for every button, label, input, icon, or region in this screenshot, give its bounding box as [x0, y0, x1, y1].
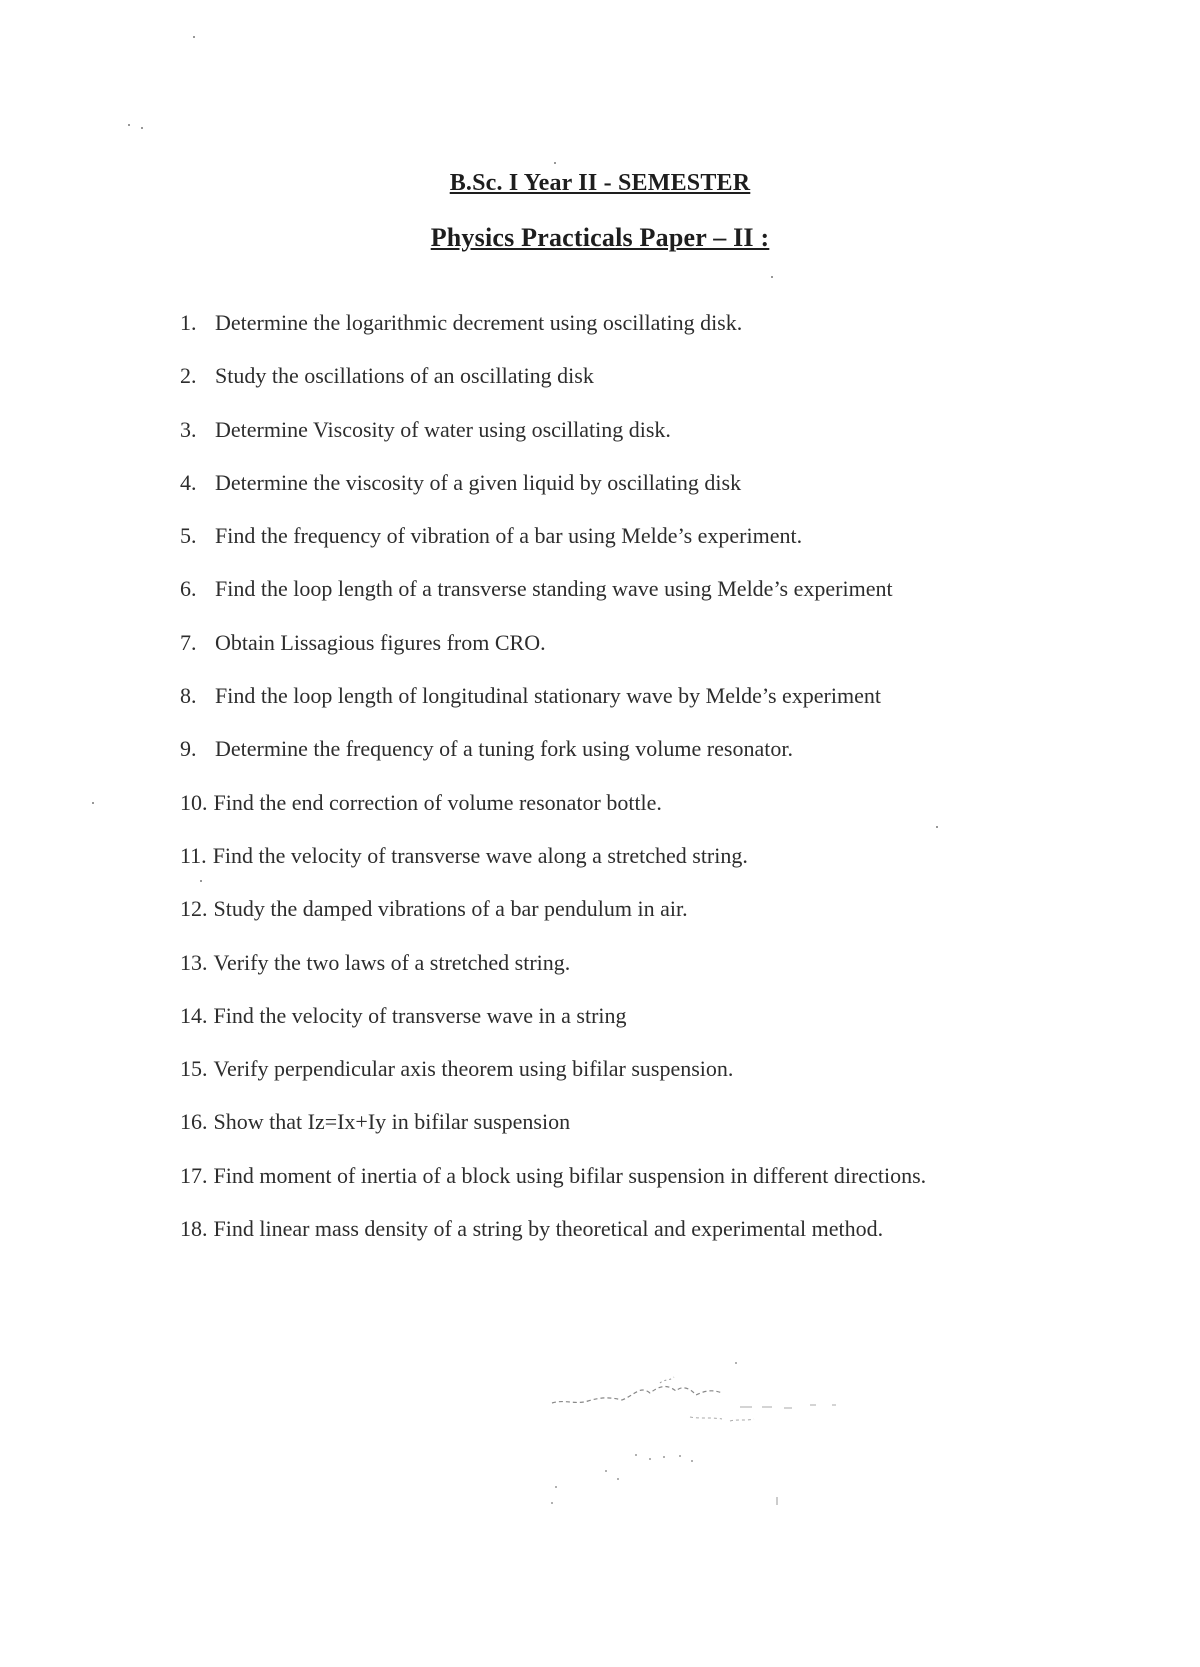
scan-speck [936, 826, 938, 828]
document-heading-paper: Physics Practicals Paper – II : [430, 223, 770, 252]
list-item [180, 788, 1180, 841]
item-number: 9. [180, 736, 197, 762]
item-number: 6. [180, 576, 197, 602]
item-text: Study the oscillations of an oscillating disk [215, 363, 594, 389]
item-number: 7. [180, 629, 197, 655]
item-number: 4. [180, 469, 197, 495]
item-text: Determine the frequency of a tuning fork using volume resonator. [215, 736, 793, 762]
list-item [180, 1054, 1180, 1107]
item-number: 11. [180, 842, 207, 868]
list-item [180, 361, 1180, 414]
list-item [180, 521, 1180, 574]
item-number: 13. [180, 949, 208, 975]
item-text: Find the loop length of longitudinal stationary wave by Melde’s experiment [215, 683, 881, 709]
item-text: Study the damped vibrations of a bar pendulum in air. [213, 896, 688, 922]
item-number: 17. [180, 1162, 208, 1188]
item-text: Determine the logarithmic decrement using oscillating disk. [215, 310, 743, 335]
list-item [180, 894, 1180, 947]
practicals-list [180, 308, 1180, 1267]
scan-speck [128, 124, 130, 126]
item-number: 14. [180, 1002, 208, 1028]
list-item [180, 1161, 1180, 1214]
list-item [180, 468, 1180, 521]
list-item [180, 841, 1180, 894]
item-number: 5. [180, 523, 197, 549]
item-number: 16. [180, 1109, 208, 1135]
list-item [180, 681, 1180, 734]
item-text: Find the velocity of transverse wave in a string [213, 1002, 627, 1028]
item-text: Determine the viscosity of a given liquid by oscillating disk [215, 469, 742, 495]
list-item [180, 1107, 1180, 1160]
list-item [180, 574, 1180, 627]
scan-speck [200, 880, 202, 882]
list-item [180, 734, 1180, 787]
item-text: Obtain Lissagious figures from CRO. [215, 629, 546, 655]
list-item [180, 1001, 1180, 1054]
scan-speck [771, 276, 773, 278]
item-text: Verify perpendicular axis theorem using bifilar suspension. [213, 1056, 734, 1082]
item-number: 18. [180, 1216, 208, 1242]
item-number: 10. [180, 789, 208, 815]
scan-speck [193, 36, 195, 38]
item-number: 15. [180, 1056, 208, 1082]
list-item [180, 1214, 1180, 1267]
item-number: 2. [180, 363, 197, 389]
item-text: Find linear mass density of a string by theoretical and experimental method. [213, 1216, 884, 1242]
scan-speck [141, 127, 143, 129]
item-text: Verify the two laws of a stretched string. [213, 949, 571, 975]
list-item [180, 948, 1180, 1001]
item-text: Find moment of inertia of a block using bifilar suspension in different directions. [213, 1162, 927, 1188]
item-number: 8. [180, 683, 197, 709]
list-item [180, 415, 1180, 468]
item-number: 1. [180, 310, 197, 335]
scan-speck [92, 802, 94, 804]
list-item [180, 628, 1180, 681]
item-number: 3. [180, 416, 197, 442]
signature-mark [540, 1355, 860, 1515]
item-text: Find the velocity of transverse wave along a stretched string. [212, 842, 748, 868]
item-text: Find the end correction of volume resonator bottle. [213, 789, 662, 815]
item-text: Find the frequency of vibration of a bar using Melde’s experiment. [215, 523, 803, 549]
item-text: Show that Iz=Ix+Iy in bifilar suspension [213, 1109, 571, 1135]
document-heading-semester: B.Sc. I Year II - SEMESTER [449, 170, 751, 196]
item-number: 12. [180, 896, 208, 922]
item-text: Find the loop length of a transverse standing wave using Melde’s experiment [215, 576, 893, 602]
item-text: Determine Viscosity of water using oscillating disk. [215, 416, 671, 442]
scan-speck [554, 162, 556, 164]
list-item [180, 308, 1180, 361]
